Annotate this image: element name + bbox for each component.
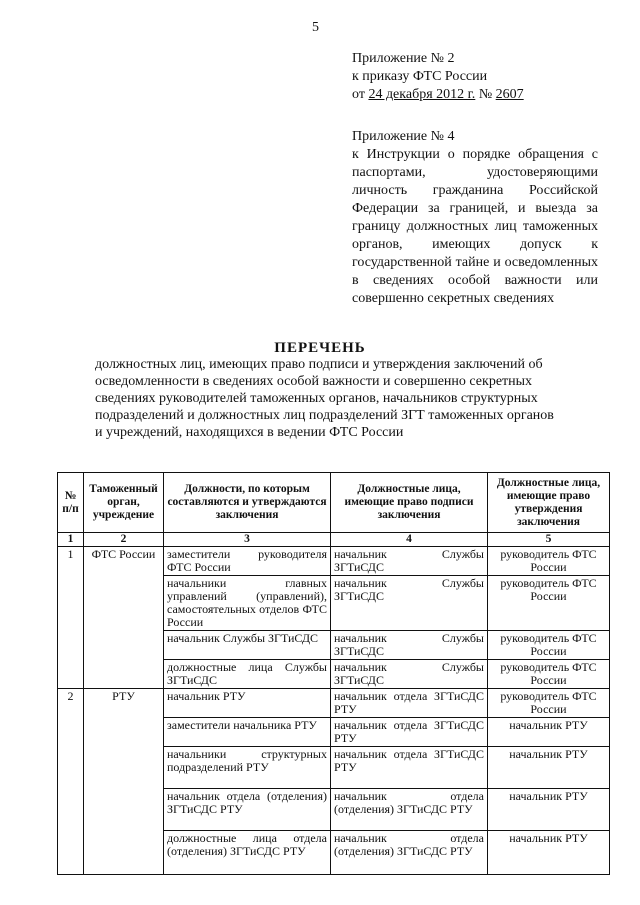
appendix-2-block xyxy=(352,50,602,104)
group-number: 2 xyxy=(58,689,84,875)
column-number-row xyxy=(58,533,610,547)
position-cell: заместители руководителя ФТС России xyxy=(164,547,331,576)
signer-cell: начальник отдела (отделения) ЗГТиСДС РТУ xyxy=(331,831,488,875)
position-cell: начальники структурных подразделений РТУ xyxy=(164,747,331,789)
date-prefix: от xyxy=(352,87,365,102)
header-signer: Должностные лица, имеющие право подписи заключения xyxy=(331,473,488,533)
order-reference: к приказу ФТС России xyxy=(352,69,488,84)
approver-cell: начальник РТУ xyxy=(488,789,610,831)
position-cell: должностные лица Службы ЗГТиСДС xyxy=(164,660,331,689)
position-cell: заместители начальника РТУ xyxy=(164,718,331,747)
table-row xyxy=(58,689,610,718)
approver-cell: руководитель ФТС России xyxy=(488,547,610,576)
header-num: № п/п xyxy=(58,473,84,533)
col-number: 1 xyxy=(58,533,84,547)
document-subtitle: должностных лиц, имеющих право подписи и утверждения заключений об осведомленности в сведениях особой важности и совершенно секретных сведениях руководителей таможенных органов, начальников структурных подразделений и должностных лиц подразделений ЗГТ таможенных органов и учреждений, находящихся в ведении ФТС России xyxy=(95,357,554,440)
appendix-4-description: к Инструкции о порядке обращения с паспортами, удостоверяющими личность гражданина Российской Федерации за границей, и выезда за границу должностных лиц таможенных органов, имеющих допуск к государственной тайне и осведомленных в сведениях особой важности или совершенно секретных сведениях xyxy=(352,147,598,306)
position-cell: начальник РТУ xyxy=(164,689,331,718)
col-number: 4 xyxy=(331,533,488,547)
position-cell: начальники главных управлений (управлений), самостоятельных отделов ФТС России xyxy=(164,576,331,631)
document-title: ПЕРЕЧЕНЬ xyxy=(274,340,366,356)
approver-cell: начальник РТУ xyxy=(488,718,610,747)
position-cell: начальник Службы ЗГТиСДС xyxy=(164,631,331,660)
approver-cell: руководитель ФТС России xyxy=(488,660,610,689)
signer-cell: начальник отдела ЗГТиСДС РТУ xyxy=(331,718,488,747)
number-prefix: № xyxy=(478,87,493,102)
header-position: Должности, по которым составляются и утверждаются заключения xyxy=(164,473,331,533)
appendix-2-title: Приложение № 2 xyxy=(352,51,455,66)
approver-cell: начальник РТУ xyxy=(488,747,610,789)
col-number: 3 xyxy=(164,533,331,547)
officials-table xyxy=(57,472,610,875)
signer-cell: начальник Службы ЗГТиСДС xyxy=(331,576,488,631)
signer-cell: начальник Службы ЗГТиСДС xyxy=(331,547,488,576)
table-row xyxy=(58,547,610,576)
approver-cell: руководитель ФТС России xyxy=(488,631,610,660)
col-number: 2 xyxy=(84,533,164,547)
group-org: РТУ xyxy=(84,689,164,875)
order-number: 2607 xyxy=(495,87,524,102)
signer-cell: начальник отдела ЗГТиСДС РТУ xyxy=(331,747,488,789)
order-date-line xyxy=(352,86,602,104)
signer-cell: начальник Службы ЗГТиСДС xyxy=(331,660,488,689)
group-number: 1 xyxy=(58,547,84,689)
approver-cell: руководитель ФТС России xyxy=(488,576,610,631)
approver-cell: начальник РТУ xyxy=(488,831,610,875)
col-number: 5 xyxy=(488,533,610,547)
approver-cell: руководитель ФТС России xyxy=(488,689,610,718)
appendix-4-title: Приложение № 4 xyxy=(352,129,455,144)
order-date: 24 декабря 2012 г. xyxy=(368,87,476,102)
position-cell: должностные лица отдела (отделения) ЗГТиСДС РТУ xyxy=(164,831,331,875)
signer-cell: начальник отдела (отделения) ЗГТиСДС РТУ xyxy=(331,789,488,831)
signer-cell: начальник Службы ЗГТиСДС xyxy=(331,631,488,660)
appendix-4-block xyxy=(352,128,598,308)
table-header-row xyxy=(58,473,610,533)
header-org: Таможенный орган, учреждение xyxy=(84,473,164,533)
group-org: ФТС России xyxy=(84,547,164,689)
position-cell: начальник отдела (отделения) ЗГТиСДС РТУ xyxy=(164,789,331,831)
page-number: 5 xyxy=(312,20,319,35)
header-approver: Должностные лица, имеющие право утверждения заключения xyxy=(488,473,610,533)
signer-cell: начальник отдела ЗГТиСДС РТУ xyxy=(331,689,488,718)
